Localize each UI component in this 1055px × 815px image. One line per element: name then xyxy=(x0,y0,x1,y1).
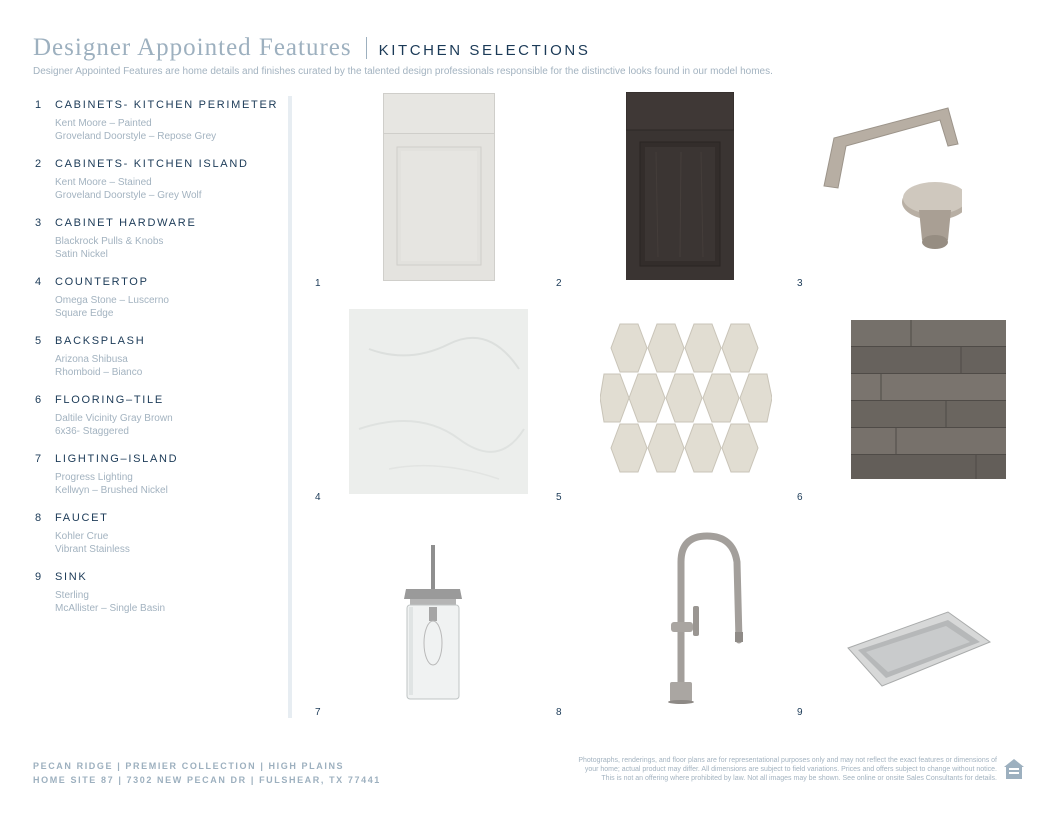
item-detail: Kent Moore – Stained xyxy=(55,177,152,188)
grid-label: 7 xyxy=(315,707,321,718)
grid-label: 4 xyxy=(315,492,321,503)
backsplash-hex-tile-image xyxy=(600,320,772,480)
list-item xyxy=(35,158,285,217)
list-item xyxy=(35,276,285,335)
sink-image xyxy=(844,608,994,690)
item-detail: Groveland Doorstyle – Grey Wolf xyxy=(55,190,202,201)
list-item xyxy=(35,512,285,571)
disclaimer xyxy=(517,756,997,783)
list-item xyxy=(35,453,285,512)
list-item xyxy=(35,217,285,276)
flooring-tile-image xyxy=(851,320,1006,479)
item-detail: Arizona Shibusa xyxy=(55,354,128,365)
item-detail: 6x36- Staggered xyxy=(55,426,129,437)
item-detail: Kellwyn – Brushed Nickel xyxy=(55,485,168,496)
item-detail: Square Edge xyxy=(55,308,114,319)
item-detail: Sterling xyxy=(55,590,89,601)
disclaimer-line: Photographs, renderings, and floor plans are for representational purposes only and may not reflect the exact features or dimensions of xyxy=(578,757,997,764)
cabinet-door-painted-image xyxy=(383,93,495,281)
section-title: KITCHEN SELECTIONS xyxy=(378,42,591,59)
equal-housing-icon xyxy=(1002,757,1026,781)
item-detail: Omega Stone – Luscerno xyxy=(55,295,169,306)
community-info xyxy=(33,759,381,787)
item-title: CABINET HARDWARE xyxy=(55,217,197,229)
grid-label: 2 xyxy=(556,278,562,289)
disclaimer-line: your home; actual product may differ. All dimensions are subject to field variations. Prices and offers subject to change without notice. xyxy=(584,766,997,773)
item-detail: Satin Nickel xyxy=(55,249,108,260)
cabinet-door-stained-image xyxy=(626,92,734,280)
grid-label: 1 xyxy=(315,278,321,289)
item-title: FAUCET xyxy=(55,512,109,524)
faucet-image xyxy=(655,532,755,704)
item-number: 8 xyxy=(35,512,43,524)
item-detail: Rhomboid – Bianco xyxy=(55,367,143,378)
item-title: CABINETS- KITCHEN PERIMETER xyxy=(55,99,279,111)
title-divider xyxy=(366,37,367,59)
item-number: 6 xyxy=(35,394,43,406)
item-detail: Blackrock Pulls & Knobs xyxy=(55,236,164,247)
item-title: COUNTERTOP xyxy=(55,276,149,288)
column-divider xyxy=(288,96,292,718)
item-number: 7 xyxy=(35,453,43,465)
community-line: PECAN RIDGE | PREMIER COLLECTION | HIGH PLAINS xyxy=(33,761,345,771)
page-header xyxy=(33,34,590,62)
list-item xyxy=(35,99,285,158)
grid-label: 5 xyxy=(556,492,562,503)
address-line: HOME SITE 87 | 7302 NEW PECAN DR | FULSHEAR, TX 77441 xyxy=(33,775,381,785)
selections-list xyxy=(35,99,285,630)
item-detail: Progress Lighting xyxy=(55,472,133,483)
item-number: 9 xyxy=(35,571,43,583)
grid-label: 6 xyxy=(797,492,803,503)
list-item xyxy=(35,394,285,453)
item-title: SINK xyxy=(55,571,88,583)
list-item xyxy=(35,571,285,630)
disclaimer-line: This is not an offering where prohibited by law. Not all images may be shown. See online or onsite Sales Consultants for details. xyxy=(601,775,997,782)
item-number: 1 xyxy=(35,99,43,111)
item-number: 3 xyxy=(35,217,43,229)
item-detail: Kent Moore – Painted xyxy=(55,118,152,129)
item-title: BACKSPLASH xyxy=(55,335,146,347)
list-item xyxy=(35,335,285,394)
item-detail: Daltile Vicinity Gray Brown xyxy=(55,413,173,424)
grid-label: 8 xyxy=(556,707,562,718)
item-title: LIGHTING–ISLAND xyxy=(55,453,179,465)
grid-label: 9 xyxy=(797,707,803,718)
countertop-image xyxy=(349,309,528,494)
item-number: 2 xyxy=(35,158,43,170)
page-title: Designer Appointed Features xyxy=(33,34,352,61)
page-subtitle: Designer Appointed Features are home details and finishes curated by the talented design professionals responsible for the distinctive looks found in our model homes. xyxy=(33,66,773,77)
item-detail: Groveland Doorstyle – Repose Grey xyxy=(55,131,217,142)
pendant-light-image xyxy=(398,545,468,702)
grid-label: 3 xyxy=(797,278,803,289)
item-number: 5 xyxy=(35,335,43,347)
item-detail: Vibrant Stainless xyxy=(55,544,130,555)
item-detail: McAllister – Single Basin xyxy=(55,603,166,614)
item-number: 4 xyxy=(35,276,43,288)
item-title: CABINETS- KITCHEN ISLAND xyxy=(55,158,249,170)
cabinet-hardware-image xyxy=(820,104,962,254)
item-title: FLOORING–TILE xyxy=(55,394,164,406)
item-detail: Kohler Crue xyxy=(55,531,109,542)
